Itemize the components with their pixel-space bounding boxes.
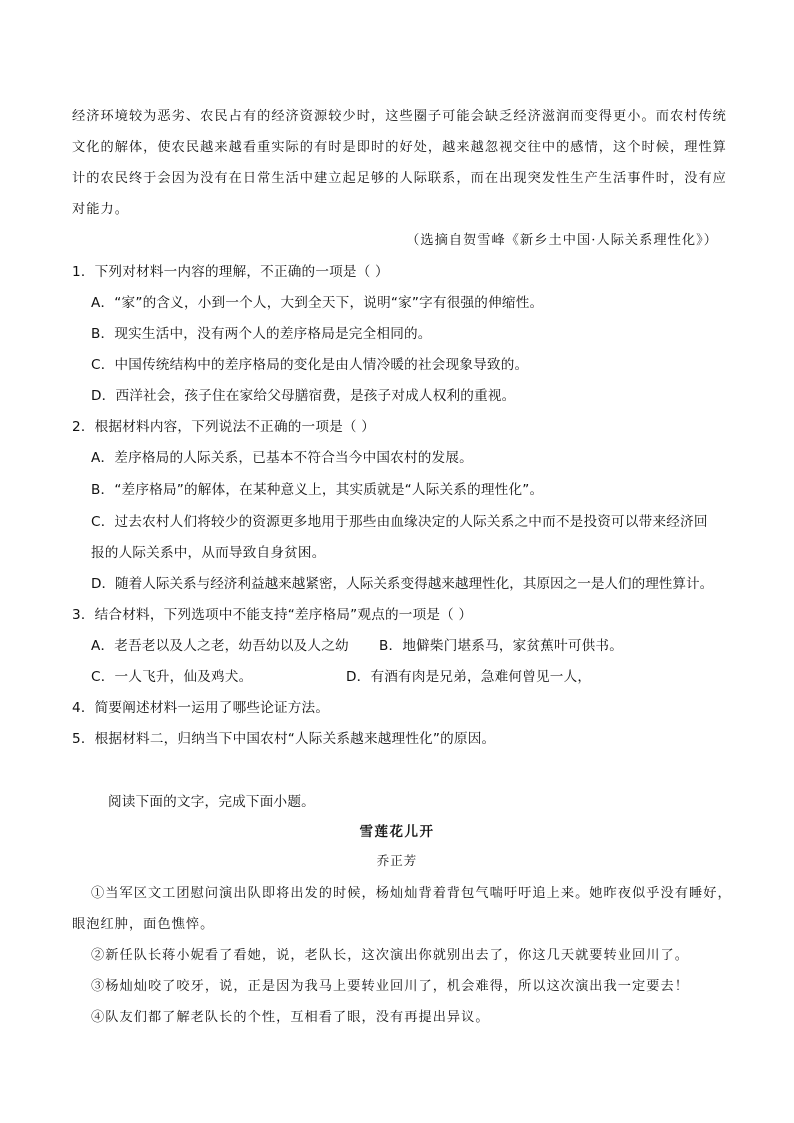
question-2-option-c-cont: 报的人际关系中，从而导致自身贫困。	[91, 545, 326, 561]
story-title: 雪莲花儿开	[359, 824, 435, 840]
question-1-stem: 1．下列对材料一内容的理解，不正确的一项是（ ）	[72, 264, 389, 280]
question-3-option-c: C．一人飞升，仙及鸡犬。	[91, 669, 253, 685]
question-2-option-d: D．随着人际关系与经济利益越来越紧密，人际关系变得越来越理性化，其原因之一是人们的理性算计。	[91, 576, 714, 592]
material-line: 计的农民终于会因为没有在日常生活中建立起足够的人际联系，而在出现突发性生产生活事件时，没有应	[72, 171, 727, 186]
story-paragraph-1-cont: 眼泡红肿，面色憔悴。	[72, 917, 215, 932]
story-paragraph-2: ②新任队长蒋小妮看了看她，说，老队长，这次演出你就别出去了，你这几天就要转业回川了。	[91, 948, 689, 963]
story-paragraph-4: ④队友们都了解老队长的个性，互相看了眼，没有再提出异议。	[91, 1010, 490, 1025]
reading-instruction: 阅读下面的文字，完成下面小题。	[108, 794, 315, 810]
question-5: 5．根据材料二，归纳当下中国农村“人际关系越来越理性化”的原因。	[72, 731, 496, 747]
story-author: 乔正芳	[376, 853, 418, 868]
question-2-option-a: A．差序格局的人际关系，已基本不符合当今中国农村的发展。	[91, 450, 473, 466]
question-3-option-d: D．有酒有肉是兄弟，急难何曾见一人，	[346, 669, 592, 685]
question-2-option-b: B．“差序格局”的解体，在某种意义上，其实质就是“人际关系的理性化”。	[91, 482, 544, 498]
question-3-option-a: A．老吾老以及人之老，幼吾幼以及人之幼	[91, 638, 349, 654]
question-2-stem: 2．根据材料内容，下列说法不正确的一项是（ ）	[72, 419, 376, 435]
material-line: 文化的解体，使农民越来越看重实际的有时是即时的好处，越来越忽视交往中的感情，这个时候，理性算	[72, 140, 727, 155]
question-1-option-b: B．现实生活中，没有两个人的差序格局是完全相同的。	[91, 326, 432, 342]
story-paragraph-3: ③杨灿灿咬了咬牙，说，正是因为我马上要转业回川了，机会难得，所以这次演出我一定要去！	[91, 979, 689, 994]
question-2-option-c: C．过去农村人们将较少的资源更多地用于那些由血缘决定的人际关系之中而不是投资可以带来经济回	[91, 514, 708, 530]
question-1-option-a: A．“家”的含义，小到一个人，大到全天下，说明“家”字有很强的伸缩性。	[91, 295, 544, 311]
material-line: 经济环境较为恶劣、农民占有的经济资源较少时，这些圈子可能会缺乏经济滋润而变得更小。而农村传统	[72, 109, 727, 124]
source-citation: （选摘自贺雪峰《新乡土中国·人际关系理性化》）	[406, 233, 718, 248]
story-paragraph-1: ①当军区文工团慰问演出队即将出发的时候，杨灿灿背着背包气喘吁吁追上来。她昨夜似乎没有睡好，	[91, 886, 732, 901]
question-1-option-d: D．西洋社会，孩子住在家给父母膳宿费，是孩子对成人权利的重视。	[91, 388, 516, 404]
question-1-option-c: C．中国传统结构中的差序格局的变化是由人情冷暖的社会现象导致的。	[91, 357, 529, 373]
question-3-option-b: B．地僻柴门堪系马，家贫蕉叶可供书。	[379, 638, 624, 654]
question-3-stem: 3．结合材料，下列选项中不能支持“差序格局”观点的一项是（ ）	[72, 607, 473, 623]
material-line: 对能力。	[72, 202, 129, 217]
question-4: 4．简要阐述材料一运用了哪些论证方法。	[72, 700, 330, 716]
